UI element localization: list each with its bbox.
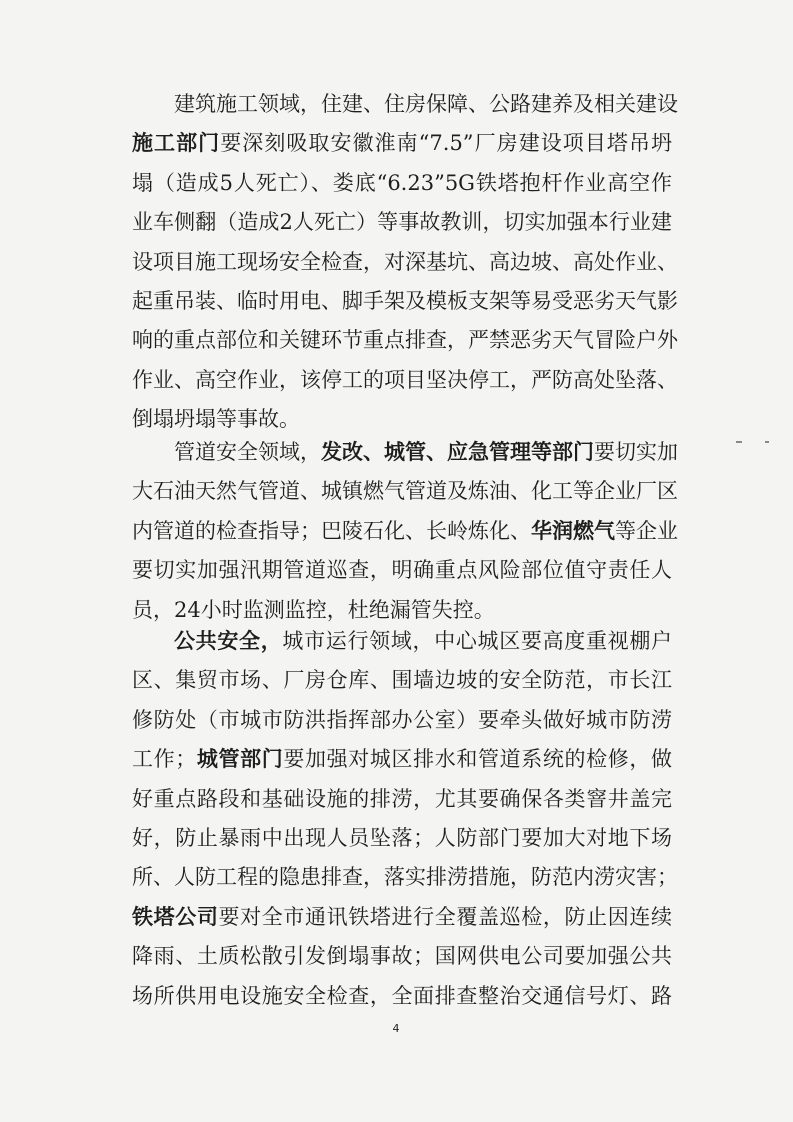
- text-run: 设项目施工现场安全检查，对深基坑、高边坡、高处作业、: [132, 249, 678, 274]
- text-line: [132, 743, 672, 775]
- text-line: [132, 246, 678, 278]
- text-line: [132, 515, 678, 547]
- text-run: 好，防止暴雨中出现人员坠落；人防部门要加大对地下场: [132, 826, 672, 850]
- text-run: 要切实加强汛期管道巡查，明确重点风险部位值守责任人: [132, 558, 672, 583]
- text-line: [132, 861, 678, 893]
- text-run: 要对全市通讯铁塔进行全覆盖巡检，防止因连续: [218, 904, 672, 929]
- page-number: 4: [392, 1022, 400, 1035]
- text-run: 场所供用电设施安全检查，全面排查整治交通信号灯、路: [132, 983, 672, 1008]
- text-line: [132, 980, 672, 1012]
- text-line: [132, 364, 678, 396]
- text-run: 业车侧翻（造成2人死亡）等事故教训，切实加强本行业建: [132, 210, 672, 235]
- text-run: 员，24小时监测监控，杜绝漏管失控。: [132, 597, 495, 622]
- text-run: 倒塌坍塌等事故。: [132, 407, 300, 432]
- text-line: [132, 206, 672, 238]
- text-run: 要切实加: [594, 440, 678, 464]
- text-line: [132, 403, 672, 435]
- text-line: [132, 167, 672, 199]
- text-run: 区、集贸市场、厂房仓库、围墙边坡的安全防范，市长江: [132, 668, 672, 693]
- bold-text-run: 公共安全，: [174, 628, 283, 653]
- text-line: [132, 324, 678, 356]
- bold-text-run: 发改、城管、应急管理等部门: [321, 439, 594, 464]
- scan-speck: [736, 441, 742, 443]
- text-run: 要加强对城区排水和管道系统的检修，做: [283, 747, 672, 772]
- text-line: [132, 664, 672, 696]
- text-run: 起重吊装、临时用电、脚手架及模板支架等易受恶劣天气影: [132, 289, 678, 313]
- text-run: 修防处（市城市防洪指挥部办公室）要牵头做好城市防涝: [132, 707, 672, 732]
- text-line: [132, 594, 672, 626]
- bold-text-run: 施工部门: [132, 130, 221, 156]
- text-run: 所、人防工程的隐患排查，落实排涝措施，防范内涝灾害；: [132, 865, 678, 890]
- text-run: 要深刻吸取安徽淮南“7.5”厂房建设项目塔吊坍: [220, 131, 673, 156]
- text-line: [132, 704, 672, 736]
- text-line: [132, 554, 672, 586]
- bold-text-run: 城管部门: [196, 746, 284, 772]
- bold-text-run: 华润燃气: [531, 517, 615, 543]
- text-run: 管道安全领域，: [174, 440, 321, 464]
- text-line: [132, 127, 672, 159]
- text-run: 大石油天然气管道、城镇燃气管道及炼油、化工等企业厂区: [132, 479, 678, 504]
- text-line: [174, 88, 678, 120]
- text-run: 好重点路段和基础设施的排涝，尤其要确保各类窨井盖完: [132, 786, 672, 811]
- text-line: [132, 285, 678, 317]
- text-run: 塌（造成5人死亡）、娄底“6.23”5G铁塔抱杆作业高空作: [132, 170, 672, 195]
- text-run: 建筑施工领域，住建、住房保障、公路建养及相关建设: [174, 92, 678, 116]
- text-line: [132, 940, 672, 972]
- text-line: [132, 475, 678, 507]
- text-run: 城市运行领域，中心城区要高度重视棚户: [282, 629, 673, 653]
- text-line: [132, 822, 672, 854]
- text-run: 等企业: [615, 518, 678, 543]
- text-run: 工作；: [132, 747, 197, 772]
- text-line: [174, 625, 672, 657]
- text-run: 作业、高空作业，该停工的项目坚决停工，严防高处坠落、: [132, 367, 678, 392]
- text-run: 内管道的检查指导；巴陵石化、长岭炼化、: [132, 518, 531, 543]
- text-line: [132, 901, 672, 933]
- bold-text-run: 铁塔公司: [132, 903, 219, 929]
- scan-speck: [765, 441, 769, 443]
- text-line: [174, 436, 678, 468]
- text-run: 降雨、土质松散引发倒塌事故；国网供电公司要加强公共: [132, 944, 672, 969]
- text-run: 响的重点部位和关键环节重点排查，严禁恶劣天气冒险户外: [132, 328, 678, 353]
- text-line: [132, 783, 672, 815]
